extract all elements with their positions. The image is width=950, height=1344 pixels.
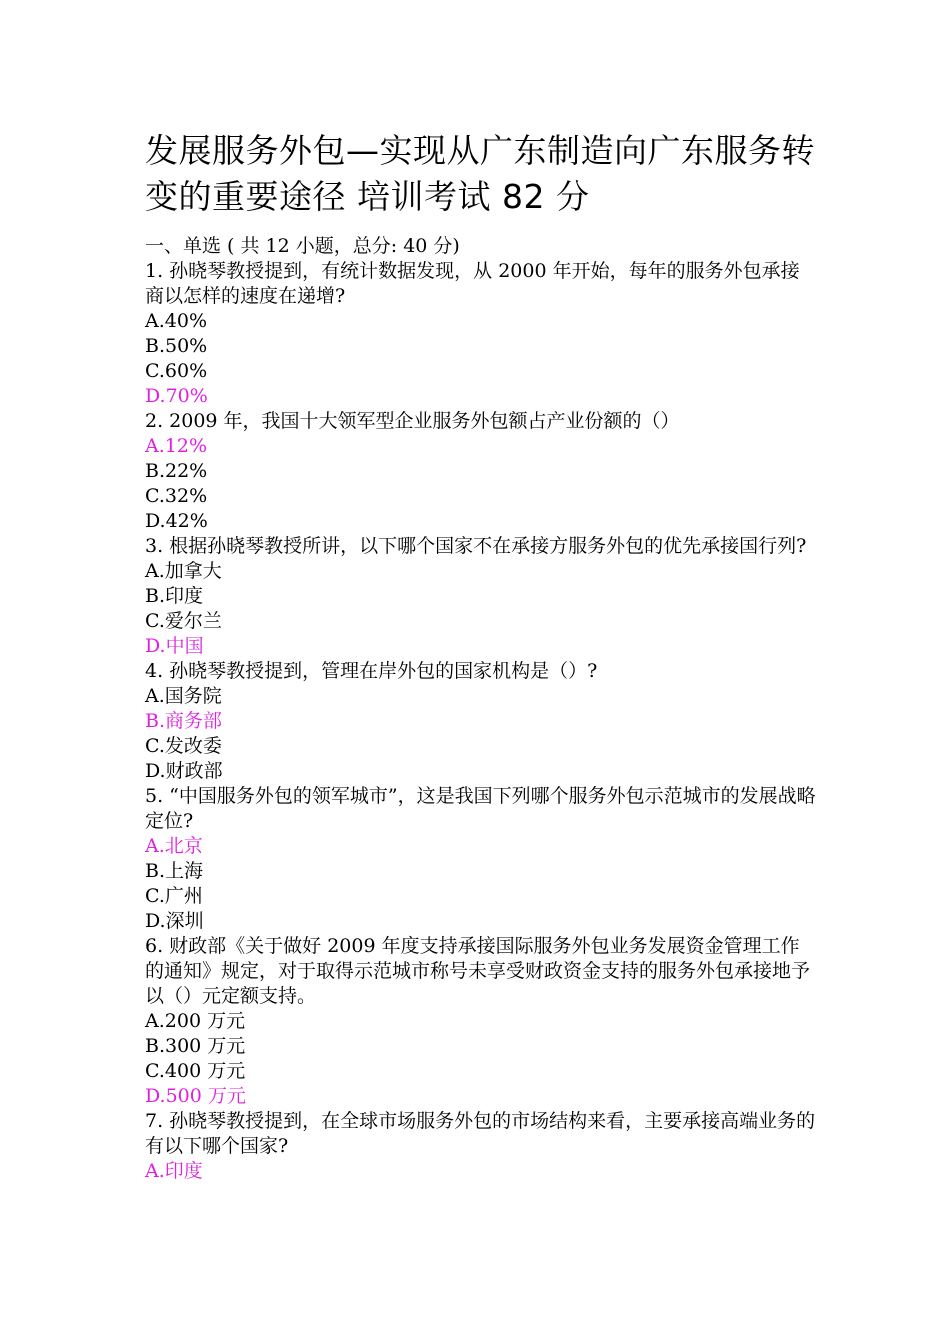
answer-option-correct: D.70%	[145, 385, 208, 407]
answer-option-correct: D.500 万元	[145, 1085, 246, 1107]
section-heading: 一、单选 ( 共 12 小题，总分: 40 分)	[145, 235, 460, 257]
answer-option: A.国务院	[145, 685, 222, 707]
question-text: 4. 孙晓琴教授提到，管理在岸外包的国家机构是（）?	[145, 660, 598, 682]
answer-option-correct: A.12%	[145, 435, 207, 457]
answer-option: B.22%	[145, 460, 208, 482]
question-text: 3. 根据孙晓琴教授所讲，以下哪个国家不在承接方服务外包的优先承接国行列?	[145, 535, 807, 557]
question-block	[145, 784, 817, 934]
question-list	[145, 259, 817, 1184]
question-text: 1. 孙晓琴教授提到，有统计数据发现，从 2000 年开始，每年的服务外包承接商以怎样的速度在递增?	[145, 260, 800, 307]
question-block	[145, 409, 817, 534]
answer-option-correct: D.中国	[145, 635, 204, 657]
question-text: 2. 2009 年，我国十大领军型企业服务外包额占产业份额的（）	[145, 410, 680, 432]
answer-option: B.上海	[145, 860, 204, 882]
answer-option: C.广州	[145, 885, 203, 907]
document-page	[145, 128, 817, 1184]
answer-option: A.40%	[145, 310, 207, 332]
question-text: 7. 孙晓琴教授提到，在全球市场服务外包的市场结构来看，主要承接高端业务的有以下哪个国家?	[145, 1110, 816, 1157]
answer-option: C.爱尔兰	[145, 610, 222, 632]
answer-option: B.印度	[145, 585, 204, 607]
answer-option: B.300 万元	[145, 1035, 246, 1057]
question-text: 6. 财政部《关于做好 2009 年度支持承接国际服务外包业务发展资金管理工作的通知》规定，对于取得示范城市称号未享受财政资金支持的服务外包承接地予以（）元定额支持。	[145, 935, 811, 1007]
answer-option-correct: A.北京	[145, 835, 203, 857]
answer-option: C.60%	[145, 360, 208, 382]
question-block	[145, 259, 817, 409]
answer-option-correct: A.印度	[145, 1160, 203, 1182]
answer-option: D.财政部	[145, 760, 223, 782]
answer-option: D.深圳	[145, 910, 204, 932]
answer-option: D.42%	[145, 510, 208, 532]
question-block	[145, 934, 817, 1109]
answer-option: A.200 万元	[145, 1010, 246, 1032]
question-block	[145, 534, 817, 659]
answer-option: B.50%	[145, 335, 208, 357]
answer-option: C.400 万元	[145, 1060, 246, 1082]
question-text: 5. “中国服务外包的领军城市”，这是我国下列哪个服务外包示范城市的发展战略定位?	[145, 785, 816, 832]
answer-option: C.32%	[145, 485, 208, 507]
question-block	[145, 659, 817, 784]
answer-option: A.加拿大	[145, 560, 222, 582]
answer-option: C.发改委	[145, 735, 222, 757]
page-title: 发展服务外包—实现从广东制造向广东服务转变的重要途径 培训考试 82 分	[145, 131, 815, 216]
answer-option-correct: B.商务部	[145, 710, 223, 732]
question-block	[145, 1109, 817, 1184]
